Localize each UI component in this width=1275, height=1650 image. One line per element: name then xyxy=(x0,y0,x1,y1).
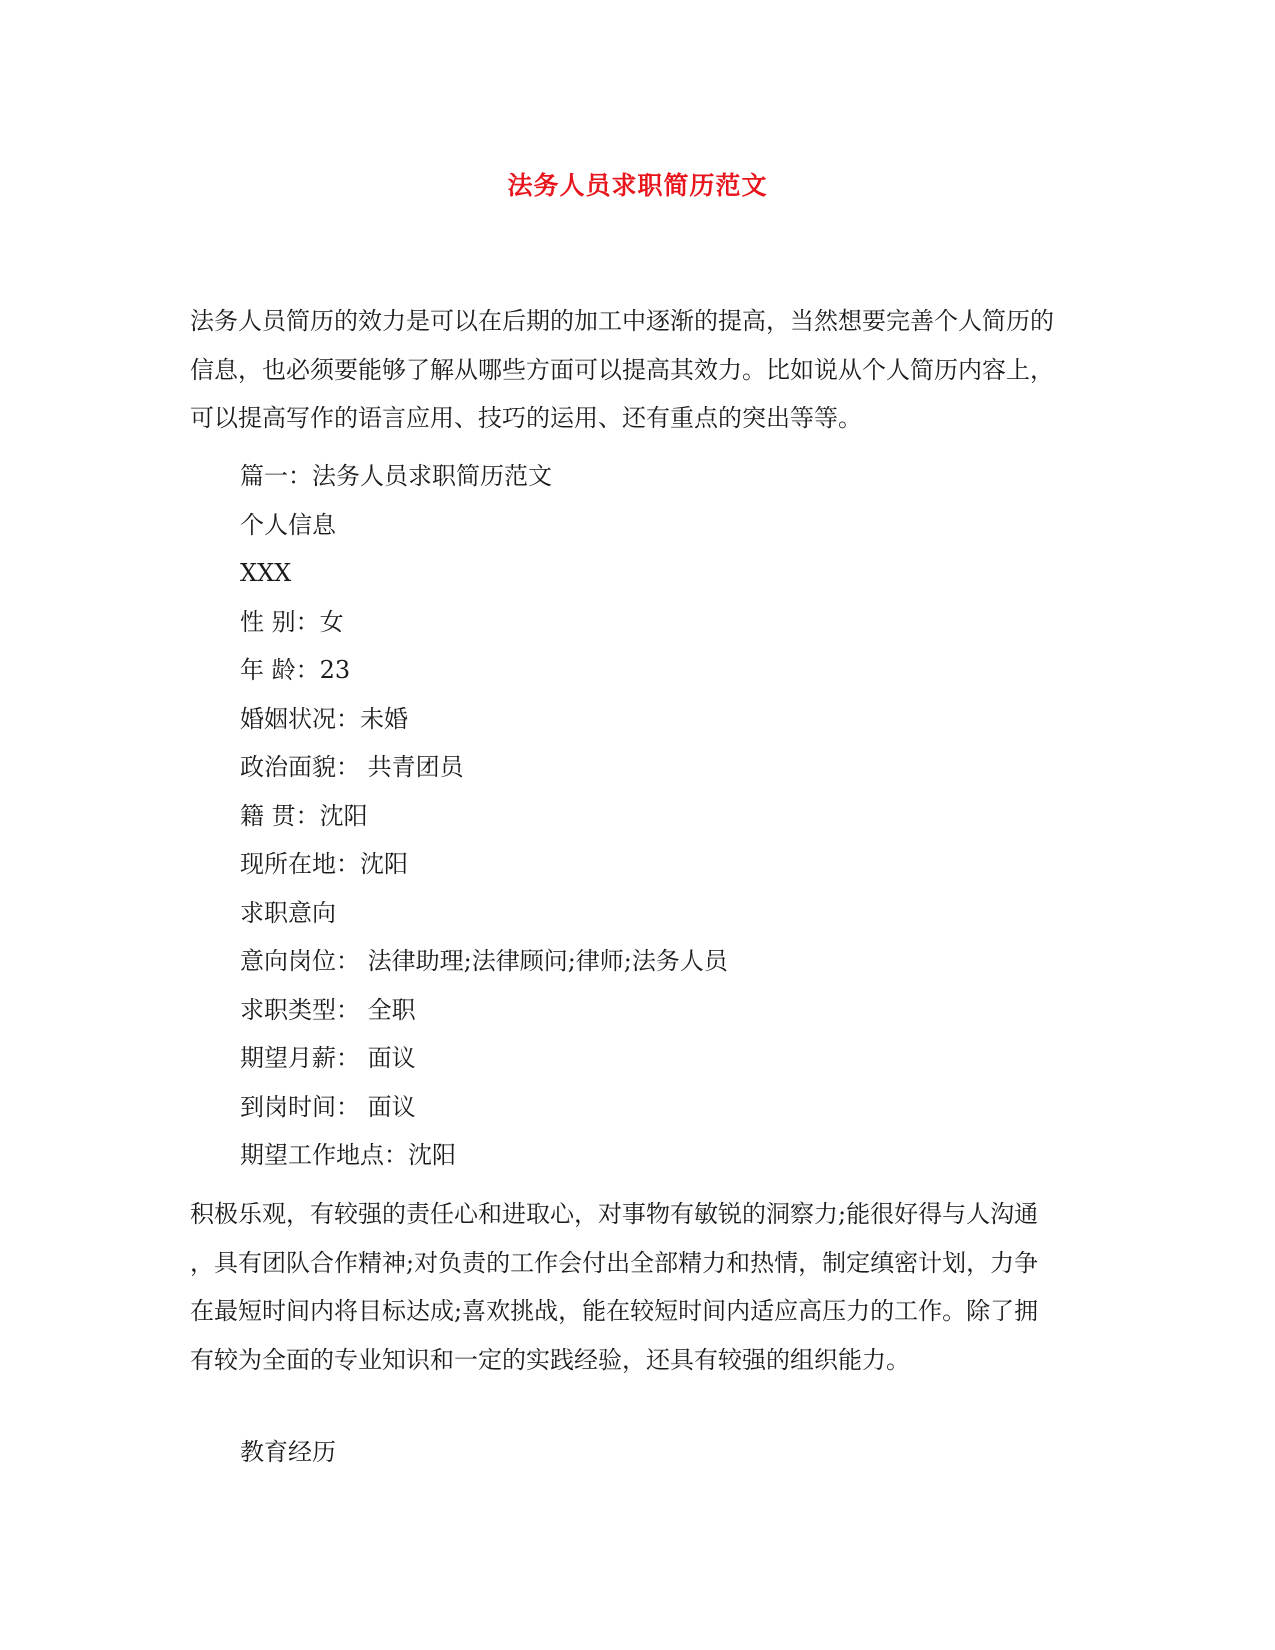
info-age: 年 龄：23 xyxy=(240,656,351,684)
section-heading-job-intention: 求职意向 xyxy=(240,898,336,927)
resume-info-list xyxy=(240,452,728,1180)
info-name: XXX xyxy=(240,559,292,587)
info-native-place: 籍 贯：沈阳 xyxy=(240,801,368,830)
info-political-status: 政治面貌： 共青团员 xyxy=(240,753,464,781)
info-start-date: 到岗时间： 面议 xyxy=(240,1092,416,1121)
section-heading-education: 教育经历 xyxy=(240,1438,336,1466)
document-title: 法务人员求职简历范文 xyxy=(507,171,768,200)
self-evaluation-paragraph xyxy=(190,1190,1090,1384)
intro-line: 可以提高写作的语言应用、技巧的运用、还有重点的突出等等。 xyxy=(190,404,862,432)
intro-paragraph xyxy=(190,297,1090,443)
info-marital-status: 婚姻状况：未婚 xyxy=(240,704,408,733)
info-desired-position: 意向岗位： 法律助理;法律顾问;律师;法务人员 xyxy=(240,947,728,975)
info-gender: 性 别：女 xyxy=(240,607,344,636)
info-expected-salary: 期望月薪： 面议 xyxy=(240,1044,416,1072)
intro-line: 法务人员简历的效力是可以在后期的加工中逐渐的提高，当然想要完善个人简历的 xyxy=(190,307,1054,335)
info-job-type: 求职类型： 全职 xyxy=(240,995,416,1024)
info-current-location: 现所在地：沈阳 xyxy=(240,850,408,878)
section-heading-personal-info: 个人信息 xyxy=(240,510,336,539)
section-heading-part-one: 篇一：法务人员求职简历范文 xyxy=(240,462,552,490)
summary-line: 积极乐观，有较强的责任心和进取心，对事物有敏锐的洞察力;能很好得与人沟通 xyxy=(190,1200,1039,1228)
summary-line: 在最短时间内将目标达成;喜欢挑战，能在较短时间内适应高压力的工作。除了拥 xyxy=(190,1297,1039,1325)
summary-line: 有较为全面的专业知识和一定的实践经验，还具有较强的组织能力。 xyxy=(190,1345,910,1374)
info-work-location: 期望工作地点：沈阳 xyxy=(240,1141,456,1169)
summary-line: ，具有团队合作精神;对负责的工作会付出全部精力和热情，制定缜密计划，力争 xyxy=(190,1248,1039,1277)
intro-line: 信息，也必须要能够了解从哪些方面可以提高其效力。比如说从个人简历内容上， xyxy=(190,355,1054,384)
